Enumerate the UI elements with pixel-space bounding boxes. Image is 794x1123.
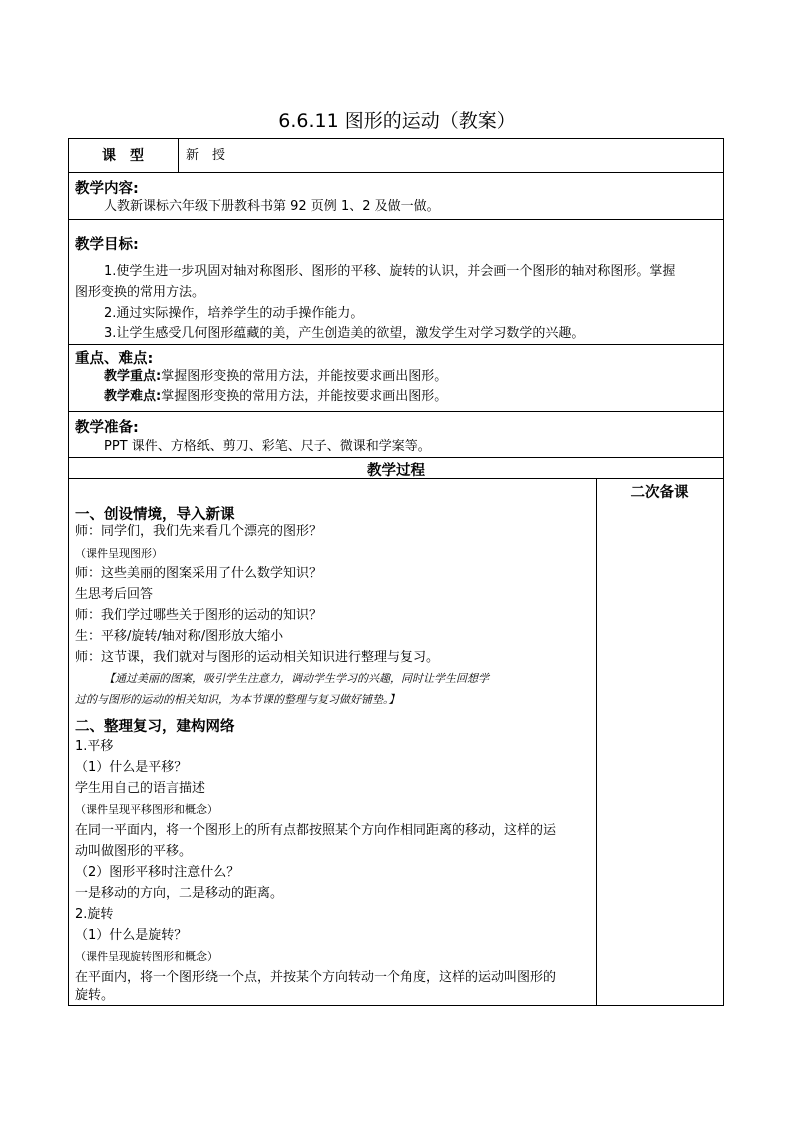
content-text: 人教新课标六年级下册教科书第 92 页例 1、2 及做一做。: [104, 199, 440, 214]
table-border-left: [68, 138, 69, 1006]
section1-note: 过的与图形的运动的相关知识，为本节课的整理与复习做好铺垫。】: [75, 693, 400, 706]
hard-point-label: 教学难点:: [104, 389, 162, 404]
section2-heading: 二、整理复习，建构网络: [75, 719, 235, 735]
objective-line: 1.使学生进一步巩固对轴对称图形、图形的平移、旋转的认识，并会画一个图形的轴对称图形。掌握: [104, 264, 676, 279]
preparation-text: PPT 课件、方格纸、剪刀、彩笔、尺子、微课和学案等。: [104, 439, 431, 454]
section1-line: 师：我们学过哪些关于图形的运动的知识？: [75, 608, 323, 623]
key-point: [104, 367, 447, 387]
section1-line: 师：同学们，我们先来看几个漂亮的图形？: [75, 524, 323, 539]
row-divider: [68, 411, 724, 412]
section1-line: 生：平移/旋转/轴对称/图形放大缩小: [75, 629, 284, 644]
objective-line: 图形变换的常用方法。: [75, 285, 206, 300]
table-border-top: [68, 138, 724, 139]
section1-line: 师：这节课，我们就对与图形的运动相关知识进行整理与复习。: [75, 650, 440, 665]
section2-line: （2）图形平移时注意什么？: [75, 865, 240, 880]
col-divider-side: [596, 478, 597, 1005]
section2-line: 动叫做图形的平移。: [75, 844, 193, 859]
section1-line: （课件呈现图形）: [75, 547, 163, 560]
section2-line: （课件呈现旋转图形和概念）: [75, 950, 218, 963]
section2-line: 旋转。: [75, 988, 115, 1003]
row-divider: [68, 457, 724, 458]
table-border-bottom: [68, 1005, 724, 1006]
key-point-text: 掌握图形变换的常用方法，并能按要求画出图形。: [161, 369, 448, 384]
section2-line: （课件呈现平移图形和概念）: [75, 803, 218, 816]
process-heading: 教学过程: [367, 463, 425, 479]
objective-line: 2.通过实际操作，培养学生的动手操作能力。: [104, 306, 364, 321]
row-divider: [68, 219, 724, 220]
section2-line: 在平面内，将一个图形绕一个点，并按某个方向转动一个角度，这样的运动叫图形的: [75, 970, 557, 985]
content-heading: 教学内容:: [75, 181, 139, 197]
key-point-label: 教学重点:: [104, 369, 162, 384]
page-title: 6.6.11 图形的运动（教案）: [278, 110, 516, 132]
section2-line: 1.平移: [75, 739, 114, 754]
section2-line: （1）什么是平移？: [75, 760, 188, 775]
section2-line: 学生用自己的语言描述: [75, 781, 206, 796]
hard-point: [104, 387, 447, 407]
col-divider-type: [178, 138, 179, 172]
section2-line: （1）什么是旋转？: [75, 928, 188, 943]
keypoints-heading: 重点、难点:: [75, 351, 154, 367]
lesson-type-value: 新 授: [186, 148, 226, 163]
section1-line: 师：这些美丽的图案采用了什么数学知识？: [75, 566, 323, 581]
preparation-heading: 教学准备:: [75, 420, 139, 436]
lesson-type-label: 课 型: [102, 148, 144, 164]
row-divider: [68, 344, 724, 345]
hard-point-text: 掌握图形变换的常用方法，并能按要求画出图形。: [161, 389, 448, 404]
section2-line: 在同一平面内，将一个图形上的所有点都按照某个方向作相同距离的移动，这样的运: [75, 823, 557, 838]
objective-line: 3.让学生感受几何图形蕴藏的美，产生创造美的欲望，激发学生对学习数学的兴趣。: [104, 326, 585, 341]
row-divider: [68, 172, 724, 173]
side-heading: 二次备课: [630, 485, 689, 501]
table-border-right: [723, 138, 724, 1006]
section1-note: 【通过美丽的图案，吸引学生注意力，调动学生学习的兴趣，同时让学生回想学: [104, 672, 489, 685]
section1-line: 生思考后回答: [75, 587, 154, 602]
section2-line: 一是移动的方向，二是移动的距离。: [75, 886, 284, 901]
section1-heading: 一、创设情境，导入新课: [75, 507, 235, 523]
objectives-heading: 教学目标:: [75, 237, 139, 253]
section2-line: 2.旋转: [75, 907, 114, 922]
